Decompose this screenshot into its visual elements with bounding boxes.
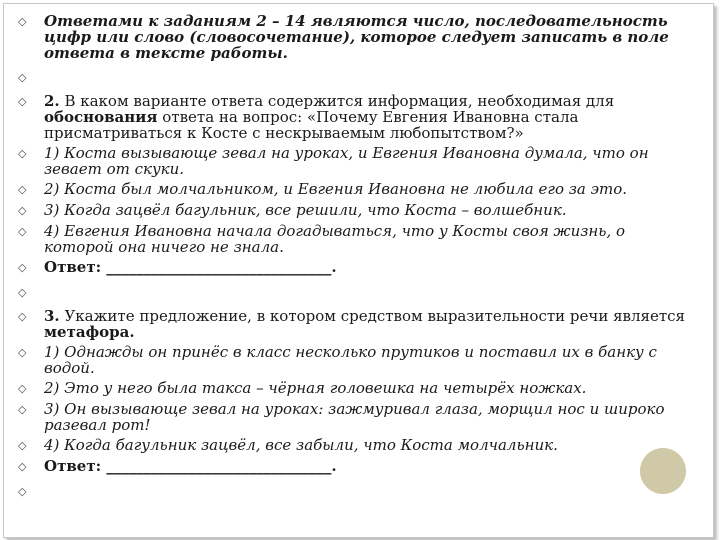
bullet-icon: ◇	[18, 439, 27, 452]
bullet-icon: ◇	[18, 346, 27, 359]
q2-question	[44, 93, 698, 141]
bullet-icon: ◇	[18, 403, 27, 416]
list-item	[18, 181, 698, 198]
bullet-icon: ◇	[18, 225, 27, 238]
bullet-icon: ◇	[18, 71, 27, 84]
q3-option-2: 2) Это у него была такса – чёрная головешка на четырёх ножках.	[44, 379, 587, 397]
q3-option-4: 4) Когда багульник зацвёл, все забыли, что Коста молчальник.	[44, 436, 558, 454]
q2-question-pre: В каком варианте ответа содержится информация, необходимая для	[64, 92, 615, 110]
q2-question-post: ответа на вопрос: «Почему Евгения Ивановна стала присматриваться к Косте с нескрываемым любопытством?»	[44, 108, 579, 142]
list-item	[18, 308, 698, 340]
bullet-icon: ◇	[18, 382, 27, 395]
list-item	[18, 202, 698, 219]
list-item	[18, 458, 698, 475]
list-item	[18, 483, 698, 499]
q3-option-3: 3) Он вызывающе зевал на уроках: зажмуривал глаза, морщил нос и широко разевал рот!	[44, 400, 665, 434]
q2-option-4: 4) Евгения Ивановна начала догадываться, что у Косты своя жизнь, о которой она ничего не знала.	[44, 222, 626, 256]
q2-answer-line: Ответ: ______________________________.	[44, 258, 337, 276]
bullet-icon: ◇	[18, 485, 27, 498]
bullet-icon: ◇	[18, 147, 27, 160]
list-item	[18, 93, 698, 141]
intro-text: Ответами к заданиям 2 – 14 являются число, последовательность цифр или слово (словосочетание), которое следует записать в поле ответа в тексте работы.	[44, 12, 669, 62]
q2-option-1: 1) Коста вызывающе зевал на уроках, и Евгения Ивановна думала, что он зевает от скуки.	[44, 144, 649, 178]
list-item	[18, 380, 698, 397]
q3-number: 3.	[44, 307, 60, 325]
bullet-icon: ◇	[18, 204, 27, 217]
bullet-icon: ◇	[18, 183, 27, 196]
bullet-icon: ◇	[18, 286, 27, 299]
list-item	[18, 13, 698, 61]
q3-question	[44, 308, 698, 340]
q2-option-3: 3) Когда зацвёл багульник, все решили, что Коста – волшебник.	[44, 201, 567, 219]
list-item	[18, 69, 698, 85]
list-item	[18, 284, 698, 300]
q3-question-bold: метафора.	[44, 323, 135, 341]
slide-content	[18, 13, 698, 499]
bullet-icon: ◇	[18, 95, 27, 108]
q2-number: 2.	[44, 92, 60, 110]
decorative-circle	[640, 448, 686, 494]
list-item	[18, 344, 698, 376]
list-item	[18, 145, 698, 177]
q2-option-2: 2) Коста был молчальником, и Евгения Ивановна не любила его за это.	[44, 180, 628, 198]
q3-option-1: 1) Однажды он принёс в класс несколько прутиков и поставил их в банку с водой.	[44, 343, 657, 377]
bullet-icon: ◇	[18, 261, 27, 274]
bullet-icon: ◇	[18, 310, 27, 323]
list-item	[18, 401, 698, 433]
q3-answer-line: Ответ: ______________________________.	[44, 457, 337, 475]
bullet-icon: ◇	[18, 460, 27, 473]
list-item	[18, 223, 698, 255]
q3-question-pre: Укажите предложение, в котором средством выразительности речи является	[64, 307, 686, 325]
list-item	[18, 437, 698, 454]
bullet-icon: ◇	[18, 15, 27, 28]
list-item	[18, 259, 698, 276]
q2-question-bold: обоснования	[44, 108, 158, 126]
